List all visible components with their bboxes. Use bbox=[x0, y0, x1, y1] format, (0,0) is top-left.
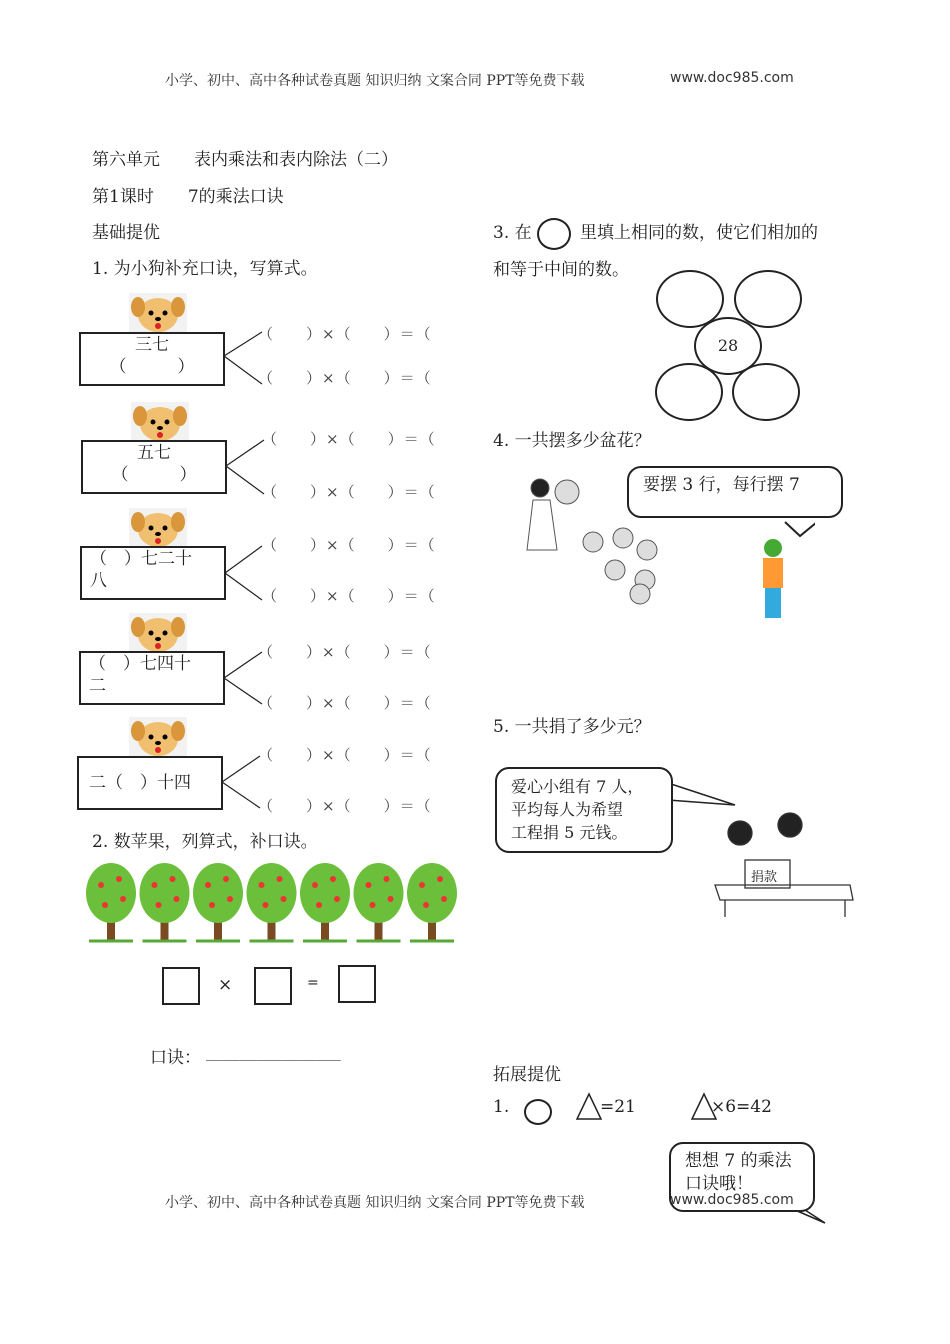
footer-text: 小学、初中、高中各种试卷真题 知识归纳 文案合同 PPT等免费下载 bbox=[165, 1195, 585, 1211]
q4-title: 4. 一共摆多少盆花？ bbox=[493, 431, 651, 451]
rhyme-box-4 bbox=[79, 651, 225, 705]
equation-blank-row[interactable]: （ ）×（ ）＝（ bbox=[262, 536, 436, 554]
section-extension: 拓展提优 bbox=[493, 1065, 561, 1085]
circle-icon bbox=[537, 218, 571, 250]
ext-eq1: =21 bbox=[600, 1097, 636, 1117]
apple-tree-icon bbox=[86, 863, 136, 941]
q3-line2: 和等于中间的数。 bbox=[493, 260, 629, 280]
bubble-line: 工程捐 5 元钱。 bbox=[511, 823, 628, 842]
rhyme-answer-line[interactable]: ________________ bbox=[206, 1045, 341, 1061]
apple-tree-icon bbox=[247, 863, 297, 941]
rhyme-text: 五七 bbox=[137, 443, 171, 463]
apple-tree-icon bbox=[354, 863, 404, 941]
answer-circle-2[interactable] bbox=[734, 270, 802, 328]
q3-suffix: 里填上相同的数，使它们相加的 bbox=[580, 223, 818, 243]
equation-blank-row[interactable]: （ ）×（ ）＝（ bbox=[258, 694, 432, 712]
apple-tree-icon bbox=[193, 863, 243, 941]
dog-face-icon bbox=[129, 717, 187, 757]
unit-title: 第六单元 表内乘法和表内除法（二） bbox=[92, 150, 398, 170]
dog-face-icon bbox=[129, 293, 187, 333]
equation-blank-row[interactable]: （ ）×（ ）＝（ bbox=[258, 325, 432, 343]
rhyme-text[interactable]: （ ）七四十 bbox=[89, 654, 191, 674]
rhyme-box-5 bbox=[77, 756, 223, 810]
bubble-line: 想想 7 的乘法 bbox=[685, 1151, 792, 1171]
donation-box-label: 捐款 bbox=[751, 870, 778, 885]
apple-tree-icon bbox=[300, 863, 350, 941]
equation-blank-row[interactable]: （ ）×（ ）＝（ bbox=[262, 587, 436, 605]
answer-circle-3[interactable] bbox=[655, 363, 723, 421]
equation-blank-row[interactable]: （ ）×（ ）＝（ bbox=[262, 430, 436, 448]
equation-blank-row[interactable]: （ ）×（ ）＝（ bbox=[258, 643, 432, 661]
rhyme-text-cont: 八 bbox=[90, 571, 107, 591]
rhyme-text[interactable]: （ ）七二十 bbox=[90, 549, 192, 569]
answer-circle-4[interactable] bbox=[732, 363, 800, 421]
center-number: 28 bbox=[694, 317, 762, 375]
apple-tree-icon bbox=[407, 863, 457, 941]
rhyme-box-2 bbox=[81, 440, 227, 494]
header-url[interactable]: www.doc985.com bbox=[670, 70, 794, 86]
lesson-title: 第1课时 7的乘法口诀 bbox=[92, 187, 284, 207]
q1-title: 1. 为小狗补充口诀，写算式。 bbox=[92, 259, 318, 279]
apple-trees-image bbox=[84, 855, 459, 950]
rhyme-box-3 bbox=[80, 546, 226, 600]
header-text: 小学、初中、高中各种试卷真题 知识归纳 文案合同 PPT等免费下载 bbox=[165, 73, 585, 89]
equation-blank-row[interactable]: （ ）×（ ）＝（ bbox=[262, 483, 436, 501]
circle-icon bbox=[524, 1099, 552, 1125]
times-sign: × bbox=[218, 975, 233, 995]
ext-eq2: ×6=42 bbox=[711, 1097, 772, 1117]
dog-face-icon bbox=[131, 402, 189, 442]
triangle-icons bbox=[575, 1092, 720, 1122]
footer-url[interactable]: www.doc985.com bbox=[670, 1192, 794, 1208]
answer-box-2[interactable] bbox=[254, 967, 292, 1005]
flower-pots-illustration bbox=[505, 470, 815, 630]
dog-face-icon bbox=[129, 613, 187, 653]
rhyme-blank[interactable]: （ ） bbox=[111, 465, 197, 485]
equals-sign: = bbox=[307, 975, 319, 991]
bubble-text: 要摆 3 行，每行摆 7 bbox=[643, 475, 800, 495]
donation-illustration bbox=[705, 805, 855, 920]
bubble-line: 平均每人为希望 bbox=[511, 800, 624, 819]
q3-prefix: 3. 在 bbox=[493, 223, 532, 243]
equation-blank-row[interactable]: （ ）×（ ）＝（ bbox=[258, 797, 432, 815]
apple-tree-icon bbox=[140, 863, 190, 941]
equation-blank-row[interactable]: （ ）×（ ）＝（ bbox=[258, 369, 432, 387]
ext-number: 1. bbox=[493, 1097, 510, 1117]
answer-box-3[interactable] bbox=[338, 965, 376, 1003]
rhyme-label: 口诀： bbox=[150, 1048, 201, 1068]
rhyme-text-cont: 二 bbox=[89, 676, 106, 696]
rhyme-text[interactable]: 二（ ）十四 bbox=[89, 773, 191, 793]
dog-face-icon bbox=[129, 508, 187, 548]
q5-title: 5. 一共捐了多少元？ bbox=[493, 717, 651, 737]
answer-box-1[interactable] bbox=[162, 967, 200, 1005]
rhyme-blank[interactable]: （ ） bbox=[109, 357, 195, 377]
q2-title: 2. 数苹果，列算式，补口诀。 bbox=[92, 832, 318, 852]
speech-bubble bbox=[495, 767, 673, 853]
rhyme-text: 三七 bbox=[135, 335, 169, 355]
bubble-line: 爱心小组有 7 人， bbox=[511, 777, 644, 796]
equation-blank-row[interactable]: （ ）×（ ）＝（ bbox=[258, 746, 432, 764]
rhyme-box-1 bbox=[79, 332, 225, 386]
bubble-line: 口诀哦！ bbox=[685, 1174, 753, 1194]
section-basic: 基础提优 bbox=[92, 223, 160, 243]
